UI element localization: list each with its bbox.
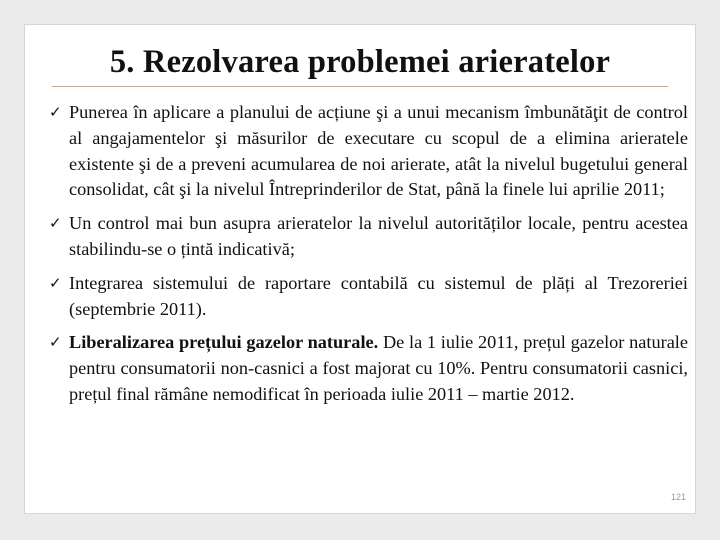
- bullet-list: [48, 100, 688, 408]
- list-item: [48, 211, 688, 263]
- checkmark-icon: ✓: [49, 333, 62, 352]
- list-item: [48, 100, 688, 203]
- bullet-text: Punerea în aplicare a planului de acțiune şi a unui mecanism îmbunătăţit de control al angajamentelor şi măsurilor de executare cu scopul de a elimina arieratele existente şi de a preveni acumularea de noi arierate, atât la nivelul bugetului general consolidat, cât şi la nivelul Întreprinderilor de Stat, până la finele lui aprilie 2011;: [69, 102, 688, 200]
- checkmark-icon: ✓: [49, 214, 62, 233]
- checkmark-icon: ✓: [49, 103, 62, 121]
- bullet-text: Un control mai bun asupra arieratelor la nivelul autorităților locale, pentru acestea stabilindu-se o țintă indicativă;: [69, 213, 688, 259]
- list-item: [48, 330, 688, 407]
- checkmark-icon: ✓: [49, 273, 62, 292]
- list-item: [48, 271, 688, 323]
- bullet-text: Integrarea sistemului de raportare contabilă cu sistemul de plăți al Trezoreriei (septembrie 2011).: [69, 272, 688, 319]
- title-divider: [52, 86, 668, 87]
- bullet-text: De la 1 iulie 2011, prețul gazelor naturale pentru consumatorii non-casnici a fost majorat cu 10%. Pentru consumatorii casnici, prețul final rămâne nemodificat în perioada iulie 2011 – martie 2012.: [69, 332, 688, 404]
- bullet-bold-text: Liberalizarea prețului gazelor naturale.: [69, 332, 379, 353]
- page-number: 121: [670, 492, 686, 502]
- page-title: 5. Rezolvarea problemei arieratelor: [109, 44, 611, 80]
